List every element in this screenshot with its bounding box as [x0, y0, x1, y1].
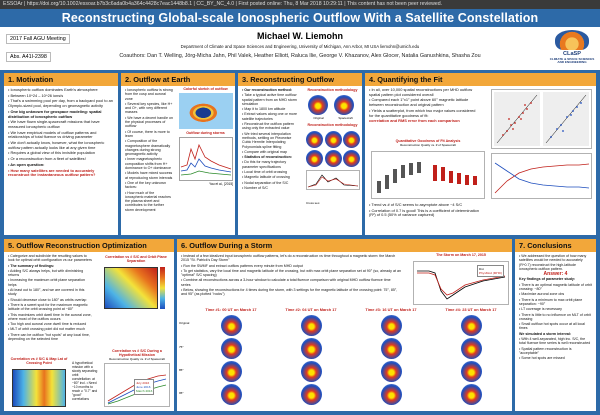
panel-heading: 4. Quantifying the Fit: [365, 73, 596, 86]
logo-subtitle: CLIMATE & SPACE SCIENCES AND ENGINEERING: [549, 57, 595, 65]
storm-map: [381, 338, 402, 359]
text-line: • Too high and auroral zone dwell time is reduced: [8, 322, 87, 327]
text-line: • Between 10^24 – 10^26 ions/s: [8, 92, 64, 98]
text-line: • Magnetic latitude of crossing: [242, 175, 290, 180]
text-line: • MLT of orbit crossing point did not matter much: [8, 327, 86, 332]
panel-heading: 5. Outflow Reconstruction Optimization: [4, 239, 174, 252]
figure-caption: Outflow during storms: [186, 131, 225, 135]
text-line: • Run the SWMF and extract outflow patterns every minute from MHD output: [181, 263, 303, 268]
panel-heading: 6. Outflow During a Storm: [177, 239, 512, 252]
text-line: • Ionospheric outflow dominates Earth's atmosphere: [8, 87, 98, 92]
scatter-plot: [491, 89, 592, 149]
legend: [477, 265, 504, 277]
panel-conclusions: [515, 239, 596, 411]
panel-quantifying-fit: [365, 73, 596, 235]
text-line: • Adding S/C always helps, but with diminishing returns: [8, 268, 84, 278]
text-line: • Requires a global view of this invisible population: [8, 150, 96, 156]
figure-caption: Quantitative Goodness of Fit Analysis: [395, 139, 461, 143]
text-line: • Maximize auroral zone obs: [519, 292, 565, 297]
panel-heading: 7. Conclusions: [515, 239, 596, 252]
text-line: • Reconstruct the outflow pattern using only the extracted value: [242, 122, 294, 131]
recon-map: [325, 150, 342, 167]
text-line: • Local time of orbit crossing: [242, 170, 288, 175]
storm-map: [221, 384, 242, 405]
text-line: • There is a sweet spot for the maximum magnetic latitude of the orbit crossing point at ~80°: [8, 302, 88, 312]
heatmap-map-latitude: [12, 369, 66, 407]
legend: [134, 379, 154, 395]
figure-caption: The Storm on March 17, 2015: [436, 253, 486, 257]
text-line: • Or a reconstruction from a fleet of satellites!: [8, 156, 86, 162]
storm-map: [301, 384, 322, 405]
text-line: • Trend vs # of S/C seems to asymptote above ~4 S/C: [369, 202, 463, 207]
storm-map: [381, 361, 402, 382]
storm-map: [301, 361, 322, 382]
figure-caption: Colorful sketch of outflow: [183, 87, 228, 91]
department-line: Department of Climate and Space Sciences and Engineering, University of Michigan, Ann Arbor, MI USA liemohn@umich.edu: [180, 44, 420, 49]
text-line: • Nodal separation of the S/C: [242, 180, 289, 185]
text-line: • Combine all reconstructions across a 3-hour window to calculate a total fluence comparison with original MHD outflow fluence time series: [181, 278, 391, 287]
row-label: 85°: [179, 368, 184, 372]
question-text: • How many satellites are needed to accurately reconstruct the instantaneous outflow pattern?: [8, 167, 96, 178]
poster-title: Reconstructing Global-scale Ionospheric Outflow With a Satellite Constellation: [61, 11, 539, 25]
meeting-label: 2017 Fall AGU Meeting: [6, 34, 70, 44]
text-line: • We have empirical models of outflow patterns and relationships of total fluence vs driving parameter: [8, 129, 97, 140]
text-line: • Take a typical active time outflow spatial pattern from an MHD storm simulation: [242, 93, 297, 106]
storm-map: [221, 338, 242, 359]
text-line: • Our reconstruction method:: [242, 88, 292, 92]
figure-caption: Correlation vs # S/C and Orbit Plane Separation: [105, 255, 167, 263]
text-line: • We addressed the question of how many satellites would be needed to accurately (R^0.7) reconstruct the high-latitude ionospheric outflow pattern.: [519, 254, 587, 271]
text-line: • One big unknown for geospace modeling: spatial distribution of ionospheric outflow: [8, 108, 102, 119]
text-line: • Statistics of reconstruction:: [242, 155, 292, 160]
panel-heading: 3. Reconstructing Outflow: [238, 73, 362, 86]
text-line: • Ionospheric outflow is strong from the cusp and auroral zone: [125, 88, 173, 101]
text-line: • Small outflow hot spots occur at all local times: [519, 322, 585, 331]
map-label: Original: [313, 116, 324, 120]
text-line: • Instead of a few idealized input ionospheric outflow patterns, let's do a reconstruction vs time throughout a magnetic storm: the March 2015 "St. Patrick's Day Storm": [181, 254, 396, 263]
storm-map-grid: [193, 315, 509, 409]
text-line: • Map it to 1800 km altitude: [242, 107, 286, 112]
quality-vs-sc-plot: [371, 151, 485, 199]
text-line: • Number of S/C: [242, 185, 269, 190]
legend-item: PhysMod (MHD): [479, 271, 502, 275]
preprint-banner: ESSOAr | https://doi.org/10.1002/essoar.b7b3c6ada0b4a364c4428c7eac1448b8.1 | CC_BY_NC_4.0 | First posted online: Thu, 8 Mar 2018 10:29:11 | This content has not been peer reviewed.: [0, 0, 600, 9]
text-line: • There is a minimum to max orbit plane separation: ~90°: [519, 297, 583, 306]
plot-label: Cross sec.: [306, 201, 321, 205]
text-line: • How much of the ionospheric material reaches the plasma sheet and contributes to the further storm development: [125, 190, 171, 212]
text-line: • Some hot spots are missed: [519, 356, 565, 361]
recon-map: [343, 150, 360, 167]
text-line: • There can be outflow "hot spots" at any local time, depending on the selected time: [8, 332, 90, 342]
text-line: • One of the key unknown factors:: [125, 180, 167, 190]
figure-caption: Reconstruction methodology: [307, 88, 358, 92]
row-label: Original: [179, 321, 190, 325]
citation: Yau et al., [2015]: [209, 182, 233, 186]
text-line: • To get statistics, vary the local time and magnetic latitude of the crossing, but with max orbit plane separation set at 90° (so, already at an "optimal" S/C spacing): [181, 268, 401, 278]
storm-map: [461, 315, 482, 336]
text-line: • In all, over 10,000 spatial reconstructions per MHD outflow spatial pattern plot considered overall: [369, 87, 473, 97]
panel-heading: 2. Outflow at Earth: [121, 73, 235, 86]
panel-optimization: [4, 239, 174, 411]
time-label: Time #4: 23 UT on March 17: [445, 307, 497, 312]
text-line: • Should decrease close to 180° as orbits overlap: [8, 297, 87, 302]
figure-caption: Correlation vs # S/C During a Hypothetical Mission: [112, 349, 162, 357]
text-line: correlation and RMS error from each comparison: [369, 118, 460, 124]
map-label: Spacecraft: [338, 116, 353, 120]
legend-item: July 2016: [136, 381, 150, 385]
text-line: • Compared each 1°x1° point above 60° magnetic latitude between reconstruction and original pattern: [369, 97, 469, 108]
clasp-logo-icon: [555, 30, 589, 50]
text-line: • There is little to no influence on MLT of orbit crossing: [519, 312, 591, 321]
text-line: • Of course, there is more to learn: [125, 129, 170, 138]
text-line: • Increasing the maximum orbit plane separation helps: [8, 278, 85, 287]
hypothetical-note: A hypothetical mission with a slowly separating orbit constellation: at ~80° incl. • Need ~10 months to reach ≥ "0.7" and "good" correlations: [72, 361, 98, 401]
text-line: • Spatial pattern reconstruction is "acceptable": [519, 346, 572, 355]
row-label: 75°: [179, 345, 184, 349]
text-line: • Yields a scatterplot, from which two major values considered for the quantitative goodness of fit:: [369, 107, 476, 118]
figure-caption: Correlation vs # S/C & Map Lat of Crossing Point: [10, 357, 68, 365]
outflow-sketch: [179, 93, 233, 129]
storm-outflow-plot: [179, 137, 233, 181]
storm-map: [301, 315, 322, 336]
text-line: • With 4 well-separated, high inc. S/C, the total fluence time series is well reconstructed: [519, 337, 591, 346]
colorbar: [160, 267, 165, 309]
author-name: Michael W. Liemohn: [256, 31, 343, 41]
abstract-id: Abs. A41I-2398: [6, 52, 51, 62]
question-label: • An open question:: [8, 161, 45, 167]
storm-map: [301, 338, 322, 359]
error-plot: [491, 153, 592, 199]
text-line: • This maximizes orbit dwell time in the auroral zone, where most of the outflow occurs: [8, 312, 92, 321]
storm-map: [461, 384, 482, 405]
storm-map: [461, 361, 482, 382]
recon-map: [343, 131, 360, 148]
cross-section-plot: [306, 170, 360, 190]
text-line: • Inner magnetospheric composition shifts from H+ dominance to O+ dominance: [125, 157, 172, 171]
text-line: • Composition of the magnetosphere dramatically changes during strong geomagnetic activity: [125, 139, 171, 157]
figure-caption: Reconstruction methodology: [307, 123, 358, 127]
original-map: [308, 95, 328, 115]
text-line: • The summary of findings:: [8, 263, 55, 268]
answer: Answer: 4: [543, 271, 568, 278]
figure-subtitle: Reconstruction Quality vs. # of Spacecraft: [109, 357, 165, 361]
text-line: • Several key species, like H+ and O+, with very different masses: [125, 101, 173, 115]
legend-item: March 2016: [136, 389, 153, 393]
trajectory-map: [334, 95, 354, 115]
panel-reconstructing-outflow: [238, 73, 362, 235]
storm-map: [461, 338, 482, 359]
text-line: • We don't actually know, however, what the ionospheric outflow pattern actually looks like at any given time: [8, 140, 105, 150]
time-label: Time #2: 04 UT on March 17: [285, 307, 337, 312]
time-label: Time #1: 00 UT on March 17: [205, 307, 257, 312]
storm-map: [381, 315, 402, 336]
legend-item: June 2016: [136, 385, 151, 389]
panel-storm: [177, 239, 512, 411]
panel-heading: 1. Motivation: [4, 73, 118, 86]
panel-outflow-at-earth: [121, 73, 235, 235]
storm-map: [381, 384, 402, 405]
text-line: • At least out to 180°, and we are covered in this study: [8, 288, 85, 297]
text-line: • Models have mixed success at reproducing storm intervals: [125, 171, 173, 180]
row-label: 95°: [179, 391, 184, 395]
recon-map: [306, 131, 323, 148]
storm-map: [221, 361, 242, 382]
text-line: • We have a decent handle on the physical processes of outflow: [125, 115, 173, 129]
figure-subtitle: Reconstruction Quality vs. # of Spacecraft: [400, 143, 456, 147]
time-label: Time #3: 16 UT on March 17: [365, 307, 417, 312]
text-line: • Do this for many trajectory parameter specifications: [242, 160, 287, 169]
heatmap-orbit-separation: [104, 267, 158, 309]
panel-motivation: [4, 73, 118, 235]
storm-map: [221, 315, 242, 336]
text-line: • We have flown single-spacecraft missions that have measured ionospheric outflow: [8, 119, 100, 129]
recon-map: [306, 150, 323, 167]
text-line: • LT coverage is necessary: [519, 307, 562, 312]
text-line: • Below, showing the reconstructions for 4 times during the storm, with 3 settings for the magnetic latitude of the crossing point: 75°, 85°, and 95° (as plotted "rocks"): [181, 288, 398, 297]
logo-name: CLaSP: [562, 51, 582, 57]
text-line: • Categorize and subdivide the resulting values to look for optimal orbit configuration vs our parameters: [8, 254, 92, 263]
text-line: • We tried several interpolation methods, settling on Piecewise Cubic Hermite Interpolating Polynomials spline fitting: [242, 131, 292, 149]
text-line: • Extract values along one or more satellite trajectories: [242, 112, 297, 121]
text-line: • That's a swimming pool per day, from a backyard pool to an Olympic-sized pool, depending on geomagnetic activity: [8, 98, 113, 109]
recon-map: [325, 131, 342, 148]
text-line: • Correlation of 0.7 is good! This is a coefficient of determination (R²) of 0.5 (50% of variance captured): [369, 207, 479, 218]
findings-heading: Key findings of parameter study:: [519, 277, 576, 282]
text-line: • Compare with original map: [242, 149, 288, 154]
storm-heading: We simulated a storm interval:: [519, 331, 572, 336]
coauthors-line: Coauthors: Dan T. Welling, Jörg-Micha Jahn, Phil Valek, Heather Elliott, Raluca Ilie, George V. Khazanov, Alex Glocer, Natalia Ganushkina, Shasha Zou: [119, 53, 481, 59]
text-line: • There is an optimal magnetic latitude of orbit crossing: ~80°: [519, 282, 592, 292]
legend-item: Dst: [479, 267, 484, 271]
